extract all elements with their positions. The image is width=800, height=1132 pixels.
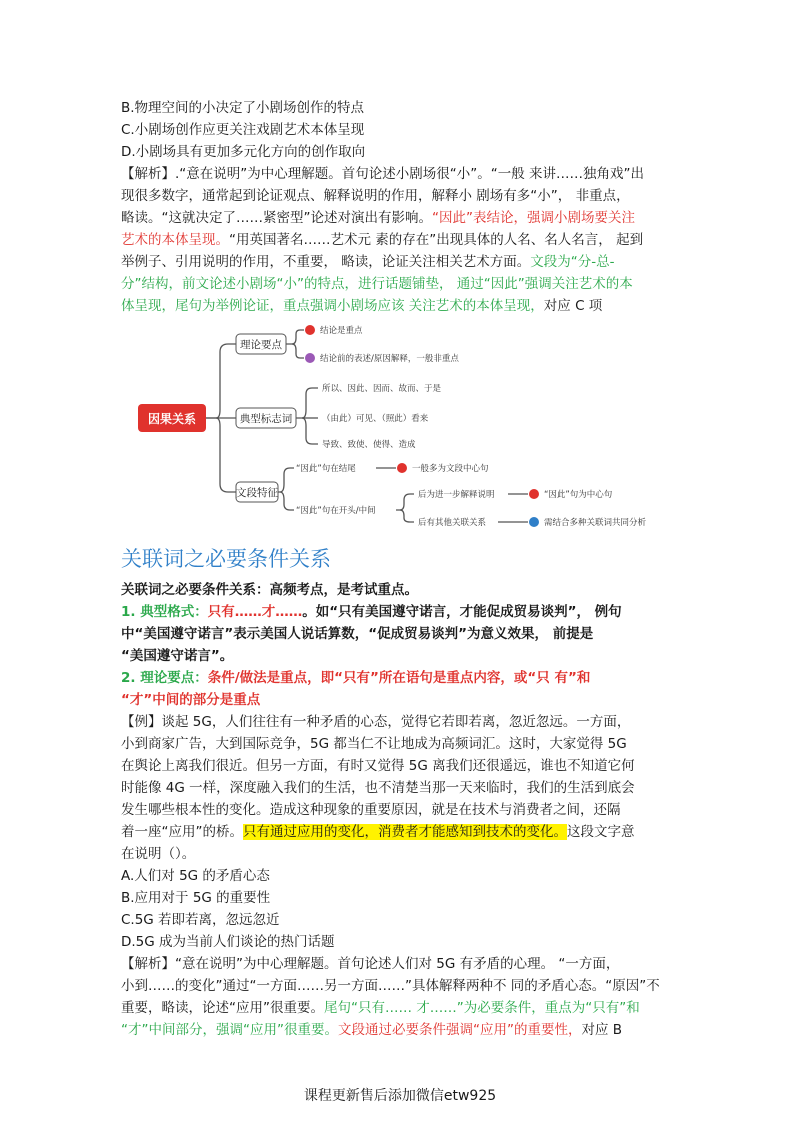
red-dot-icon	[529, 489, 539, 499]
mindmap-root: 因果关系	[147, 412, 197, 426]
section-point2	[121, 667, 590, 689]
analysis2-conclusion: 文段通过必要条件强调“应用”的重要性，	[337, 1022, 582, 1038]
analysis2-line1: 【解析】“意在说明”为中心理解题。首句论述人们对 5G 有矛盾的心理。 “一方面，	[121, 956, 620, 972]
example-line6	[121, 821, 635, 843]
mindmap-b2-leaf2: （由此）可见、（照此）看来	[322, 414, 429, 424]
example-line2: 小到商家广告，大到国际竞争，5G 都当仁不让地成为高频词汇。这时，大家觉得 5G	[121, 736, 627, 752]
section-intro: 关联词之必要条件关系：高频考点，是考试重点。	[121, 582, 418, 598]
example-option-a: A.人们对 5G 的矛盾心态	[121, 868, 270, 884]
mindmap-b3-sub1-leaf: 一般多为文段中心句	[412, 464, 489, 474]
example-highlight: 只有通过应用的变化，消费者才能感知到技术的变化。	[243, 824, 567, 840]
analysis2-line4	[121, 1019, 622, 1041]
example-option-c: C.5G 若即若离，忽远忽近	[121, 912, 280, 928]
example-line3: 在舆论上离我们很近。但另一方面，有时又觉得 5G 离我们还很遥远，谁也不知道它何	[121, 758, 635, 774]
example-line6-text: 着一座“应用”的桥。	[121, 824, 243, 840]
analysis1-line7	[121, 295, 602, 317]
mindmap-branch3: 文段特征	[236, 487, 278, 499]
example-line7: 在说明（）。	[121, 846, 196, 862]
point1-label: 1. 典型格式：	[121, 604, 208, 620]
red-dot-icon	[397, 463, 407, 473]
example-line5: 发生哪些根本性的变化。造成这种现象的重要原因，就是在技术与消费者之间，还隔	[121, 802, 621, 818]
analysis1-line4-text: “用英国著名……艺术元 素的存在”出现具体的人名、名人名言， 起到	[229, 232, 644, 248]
point1-text: 。如“只有美国遵守诺言，才能促成贸易谈判”， 例句	[302, 604, 622, 620]
option-c: C.小剧场创作应更关注戏剧艺术本体呈现	[121, 122, 365, 138]
analysis2-line3	[121, 997, 640, 1019]
example-option-b: B.应用对于 5G 的重要性	[121, 890, 271, 906]
footer-note: 课程更新售后添加微信etw925	[303, 1088, 497, 1104]
analysis1-structure: 文段为“分-总-	[530, 254, 615, 270]
blue-dot-icon	[529, 517, 539, 527]
analysis1-line5	[121, 251, 615, 273]
analysis1-line2: 现很多数字，通常起到论证观点、解释说明的作用，解释小 剧场有多“小”， 非重点，	[121, 188, 630, 204]
cause-effect-mindmap	[128, 318, 688, 530]
analysis2-condition-end: “才”中间部分，强调“应用”很重要。	[121, 1022, 338, 1038]
mindmap-b3-sub2-b-leaf: 需结合多种关联词共同分析	[544, 518, 647, 528]
analysis2-line2: 小到……的变化”通过“一方面……另一方面……”具体解释两种不 同的矛盾心态。“原因”不	[121, 978, 660, 994]
red-dot-icon	[305, 325, 315, 335]
mindmap-b3-sub1: “因此”句在结尾	[296, 464, 356, 474]
mindmap-b3-sub2: “因此”句在开头/中间	[296, 506, 376, 516]
mindmap-b3-sub2-a: 后为进一步解释说明	[418, 490, 495, 500]
point2-text: 条件/做法是重点，即“只有”所在语句是重点内容，或“只 有”和	[207, 670, 591, 686]
purple-dot-icon	[305, 353, 315, 363]
mindmap-b1-leaf1: 结论是重点	[320, 326, 363, 336]
analysis1-line3-text: 略读。“这就决定了……紧密型”论述对演出有影响。	[121, 210, 432, 226]
mindmap-b3-sub2-a-leaf: “因此”句为中心句	[544, 490, 613, 500]
example-line4: 时能像 4G 一样，深度融入我们的生活，也不清楚当那一天来临时，我们的生活到底会	[121, 780, 635, 796]
point2-label: 2. 理论要点：	[121, 670, 208, 686]
example-line6-tail: 这段文字意	[567, 824, 635, 840]
mindmap-b2-leaf1: 所以、因此、因而、故而、于是	[322, 384, 442, 394]
analysis1-conclusion-cont: 艺术的本体呈现。	[121, 232, 229, 248]
analysis1-line4	[121, 229, 643, 251]
mindmap-b1-leaf2: 结论前的表述/原因解释，一般非重点	[320, 354, 459, 364]
analysis1-conclusion: “因此”表结论，强调小剧场要关注	[432, 210, 635, 226]
section-point1	[121, 601, 622, 623]
analysis1-answer: 对应 C 项	[543, 298, 603, 314]
mindmap-b3-sub2-b: 后有其他关联关系	[418, 518, 487, 528]
section-point1-line3: “美国遵守诺言”。	[121, 648, 234, 664]
example-line1: 【例】谈起 5G，人们往往有一种矛盾的心态，觉得它若即若离，忽近忽远。一方面，	[121, 714, 631, 730]
analysis1-structure-end: 体呈现，尾句为举例论证，重点强调小剧场应该 关注艺术的本体呈现，	[121, 298, 544, 314]
option-b: B.物理空间的小决定了小剧场创作的特点	[121, 100, 365, 116]
analysis2-answer: 对应 B	[581, 1022, 623, 1038]
analysis1-line1: 【解析】.“意在说明”为中心理解题。首句论述小剧场很“小”。“一般 来讲……独角戏”出	[121, 166, 645, 182]
analysis2-line3-text: 重要，略读，论述“应用”很重要。	[121, 1000, 324, 1016]
option-d: D.小剧场具有更加多元化方向的创作取向	[121, 144, 366, 160]
analysis1-line6: 分”结构，前文论述小剧场“小”的特点，进行话题铺垫， 通过“因此”强调关注艺术的本	[121, 276, 633, 292]
mindmap-b2-leaf3: 导致、致使、使得、造成	[322, 440, 416, 450]
section-title: 关联词之必要条件关系	[121, 547, 331, 571]
analysis2-condition: 尾句“只有…… 才……”为必要条件，重点为“只有”和	[324, 1000, 640, 1016]
mindmap-branch2: 典型标志词	[239, 413, 293, 425]
analysis1-line5-text: 举例子、引用说明的作用，不重要， 略读，论证关注相关艺术方面。	[121, 254, 531, 270]
mindmap-branch1: 理论要点	[240, 339, 282, 351]
section-point2-line2: “才”中间的部分是重点	[121, 692, 261, 708]
analysis1-line3	[121, 207, 635, 229]
example-option-d: D.5G 成为当前人们谈论的热门话题	[121, 934, 335, 950]
point1-format: 只有……才……	[207, 604, 303, 620]
section-point1-line2: 中“美国遵守诺言”表示美国人说话算数，“促成贸易谈判”为意义效果， 前提是	[121, 626, 594, 642]
